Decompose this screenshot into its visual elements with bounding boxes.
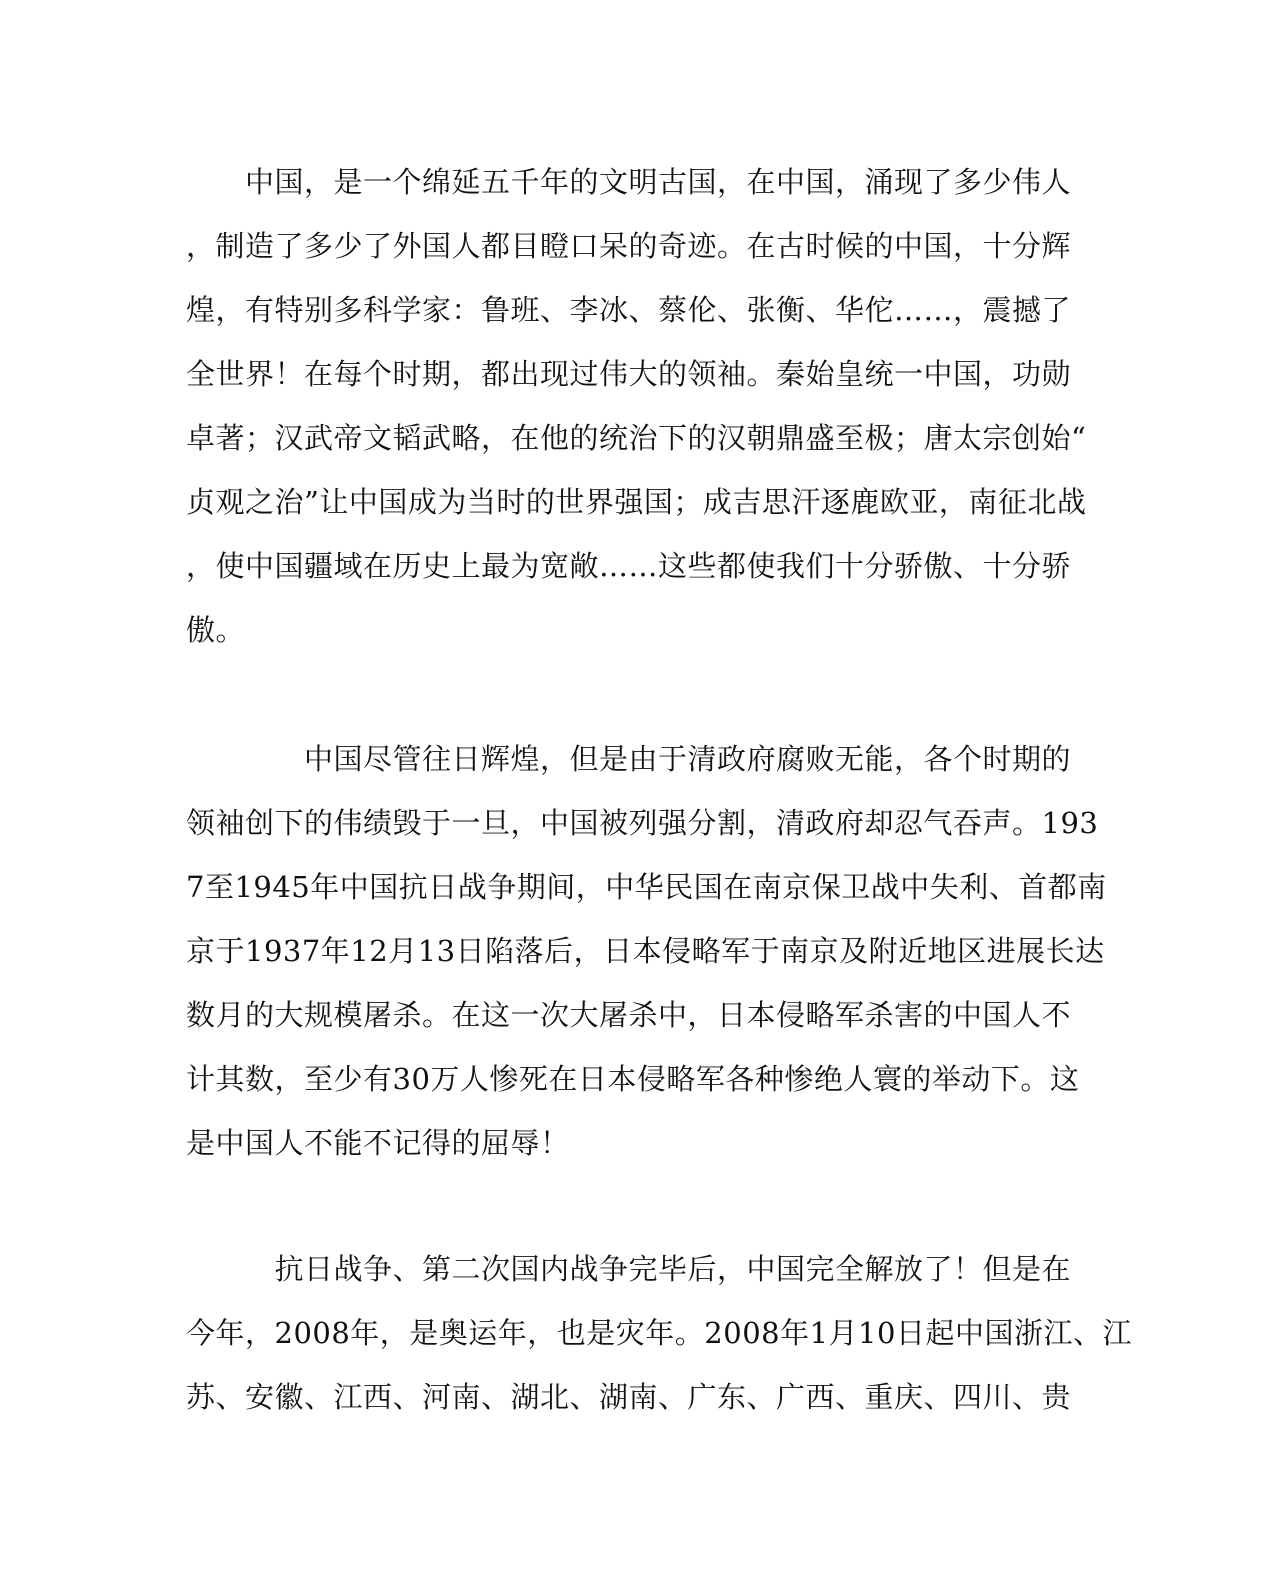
text-line: 贞观之治”让中国成为当时的世界强国；成吉思汗逐鹿欧亚，南征北战	[186, 485, 1087, 519]
text-line: 今年，2008年，是奥运年，也是灾年。2008年1月10日起中国浙江、江	[186, 1316, 1132, 1350]
text-line: 煌，有特别多科学家：鲁班、李冰、蔡伦、张衡、华佗……，震撼了	[186, 293, 1072, 327]
text-line: 是中国人不能不记得的屈辱！	[186, 1126, 570, 1160]
text-line: 计其数，至少有30万人惨死在日本侵略军各种惨绝人寰的举动下。这	[186, 1062, 1080, 1096]
text-line: 领袖创下的伟绩毁于一旦，中国被列强分割，清政府却忍气吞声。193	[186, 806, 1099, 840]
text-line: 7至1945年中国抗日战争期间，中华民国在南京保卫战中失利、首都南	[186, 870, 1107, 904]
text-line: 全世界！在每个时期，都出现过伟大的领袖。秦始皇统一中国，功勋	[186, 357, 1072, 391]
text-line: ，使中国疆域在历史上最为宽敞……这些都使我们十分骄傲、十分骄	[186, 549, 1072, 583]
text-line: 抗日战争、第二次国内战争完毕后，中国完全解放了！但是在	[186, 1252, 1072, 1286]
paragraph-1	[186, 150, 1087, 662]
paragraph-3	[186, 1237, 1132, 1429]
text-line: ，制造了多少了外国人都目瞪口呆的奇迹。在古时候的中国，十分辉	[186, 229, 1072, 263]
paragraph-2	[186, 727, 1107, 1175]
text-line: 京于1937年12月13日陷落后，日本侵略军于南京及附近地区进展长达	[186, 934, 1105, 968]
text-line: 中国尽管往日辉煌，但是由于清政府腐败无能，各个时期的	[186, 742, 1072, 776]
text-line: 数月的大规模屠杀。在这一次大屠杀中，日本侵略军杀害的中国人不	[186, 998, 1072, 1032]
text-line: 卓著；汉武帝文韬武略，在他的统治下的汉朝鼎盛至极；唐太宗创始“	[186, 421, 1087, 455]
text-line: 苏、安徽、江西、河南、湖北、湖南、广东、广西、重庆、四川、贵	[186, 1380, 1072, 1414]
text-line: 中国，是一个绵延五千年的文明古国，在中国，涌现了多少伟人	[186, 165, 1072, 199]
text-line: 傲。	[186, 613, 246, 647]
